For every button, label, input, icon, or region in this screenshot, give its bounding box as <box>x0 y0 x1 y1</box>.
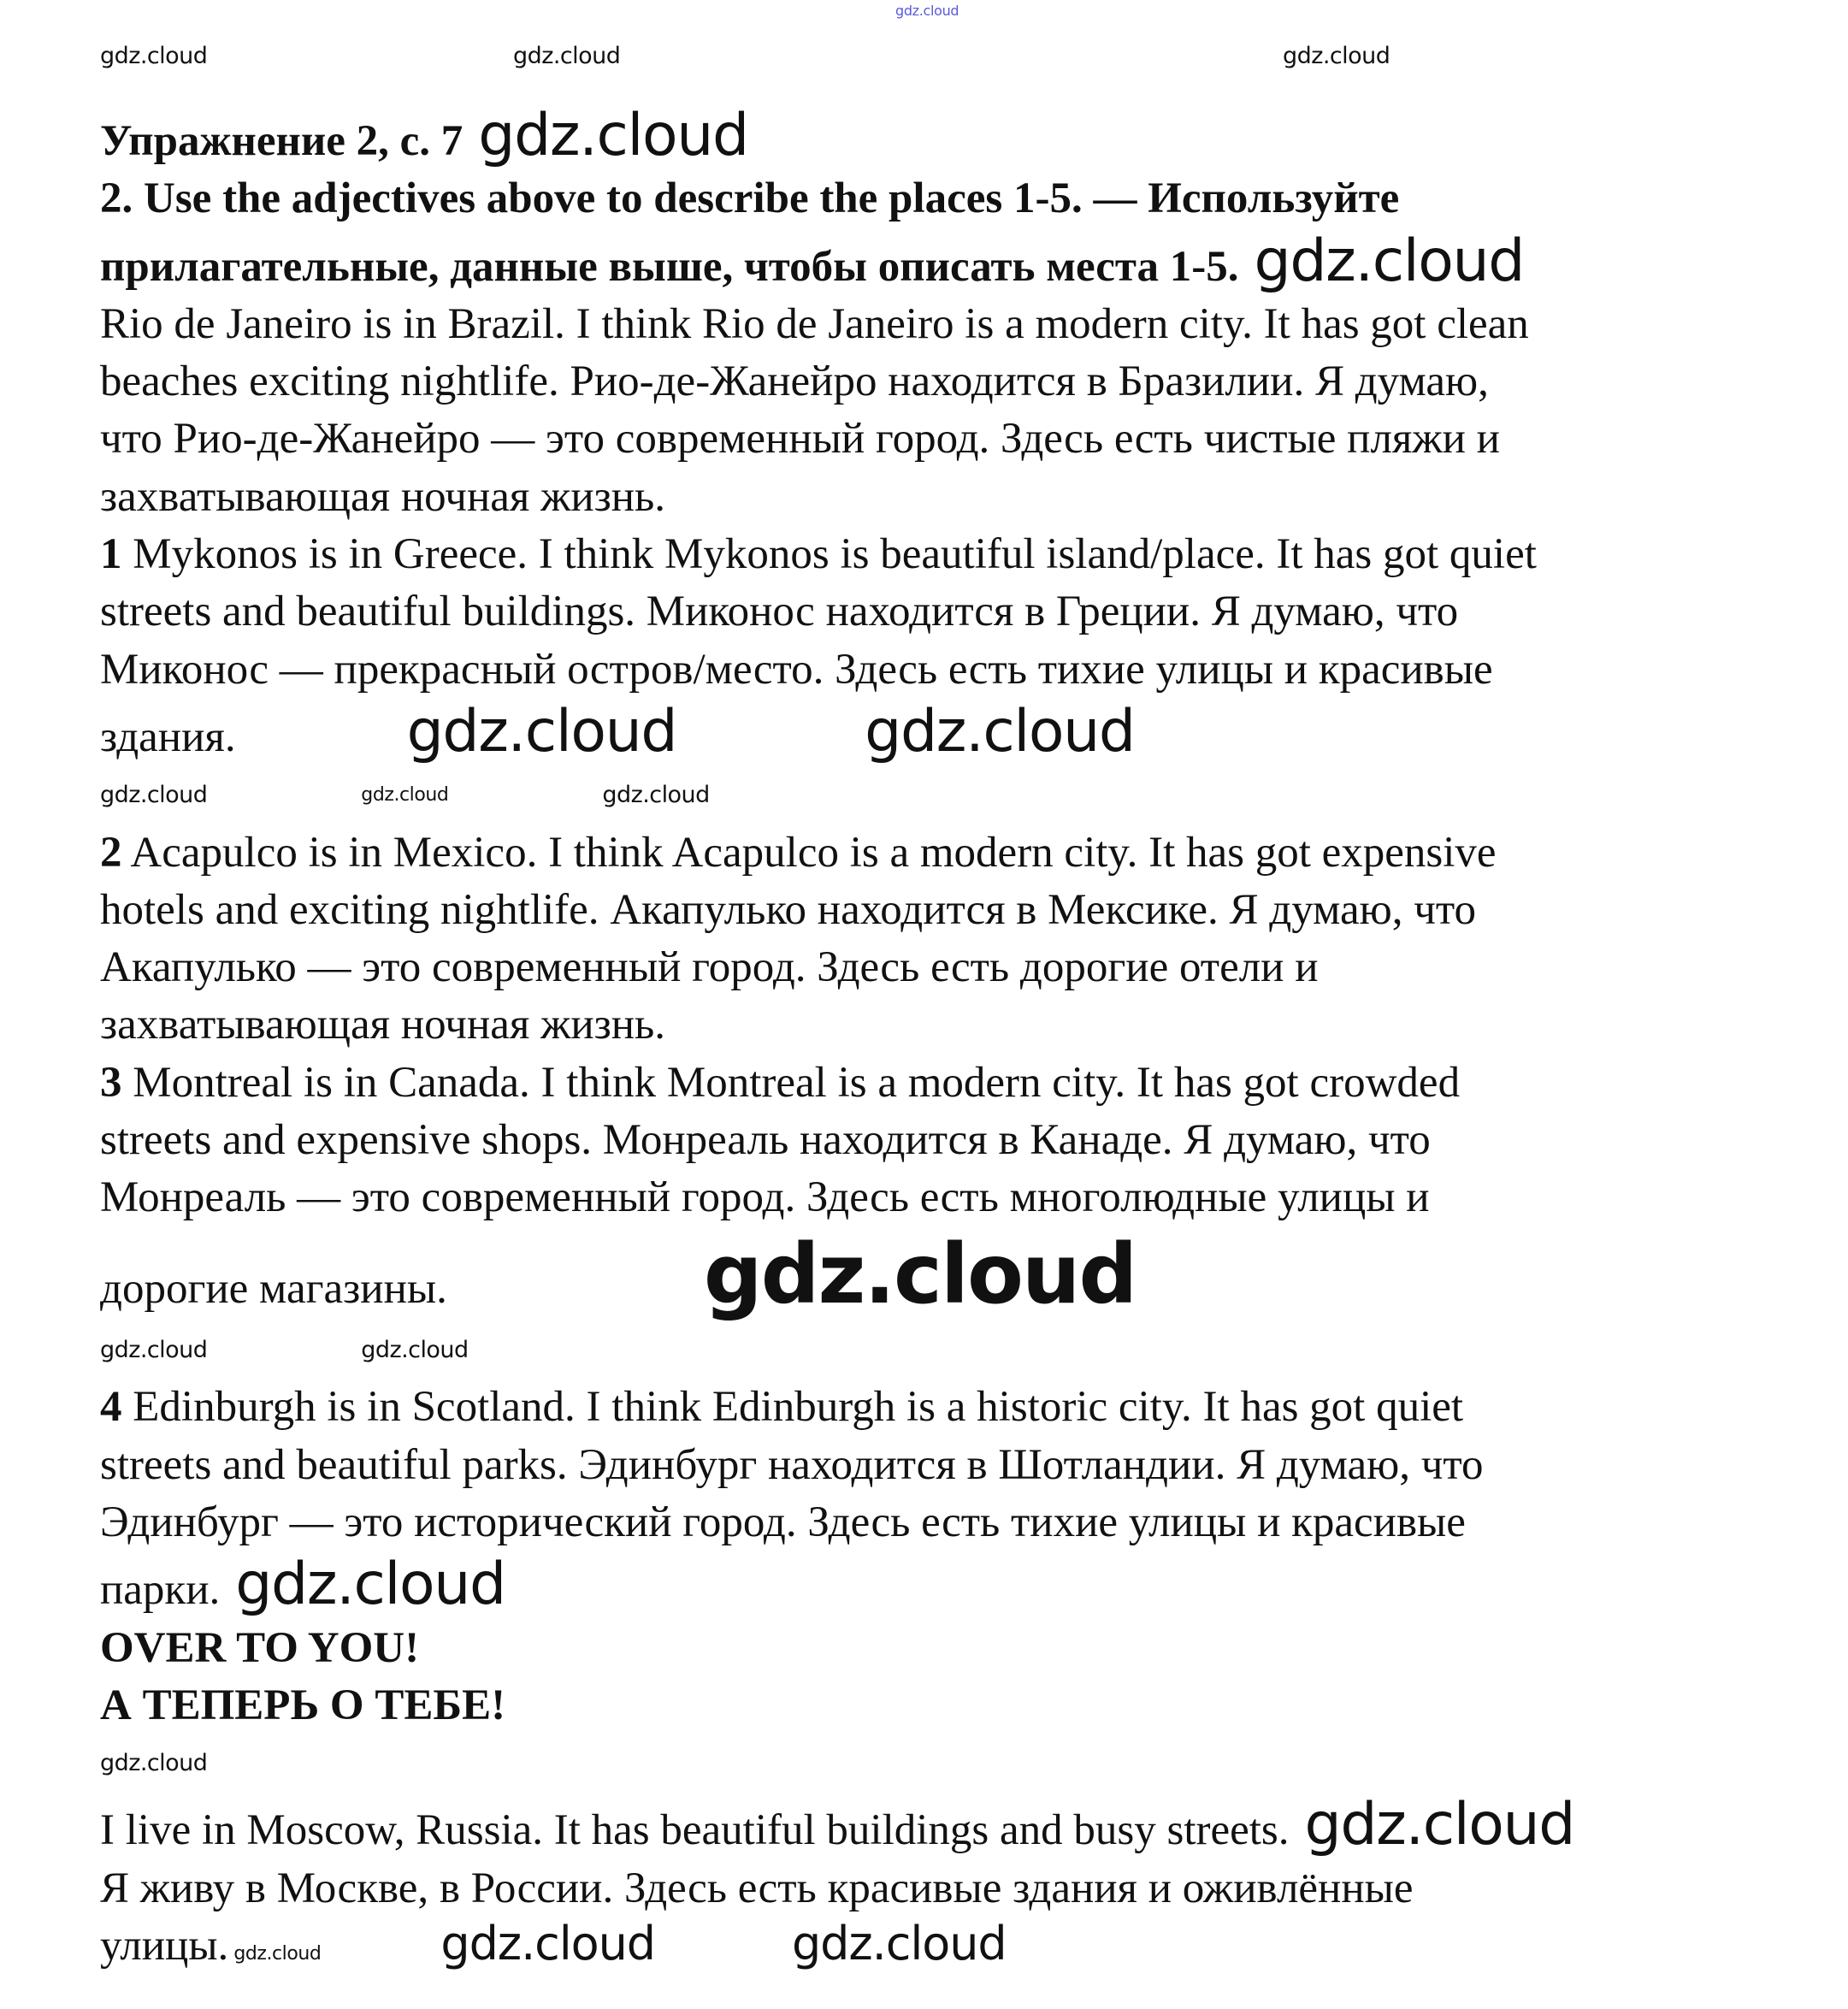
own-answer-line <box>100 1792 1848 1859</box>
task-line-2 <box>100 228 1848 296</box>
watermark: gdz.cloud <box>100 782 208 809</box>
answer-4-line: Эдинбург — это исторический город. Здесь есть тихие улицы и красивые <box>100 1498 1466 1546</box>
answer-number: 3 <box>100 1058 122 1107</box>
answer-1-line: streets and beautiful buildings. Миконос находится в Греции. Я думаю, что <box>100 588 1459 636</box>
watermark: gdz.cloud <box>791 1917 1007 1971</box>
answer-number: 1 <box>100 530 122 579</box>
watermark: gdz.cloud <box>235 1551 505 1619</box>
answer-1-line <box>100 526 1848 583</box>
own-answer-text: улицы. <box>100 1922 229 1970</box>
over-to-you-heading: OVER TO YOU! <box>100 1623 420 1672</box>
answer-3-line: streets and expensive shops. Монреаль находится в Канаде. Я думаю, что <box>100 1116 1431 1165</box>
watermark: gdz.cloud <box>1304 1791 1575 1859</box>
answer-4-line <box>100 1551 1848 1619</box>
answer-number: 4 <box>100 1383 122 1432</box>
answer-3-line: Монреаль — это современный город. Здесь есть многолюдные улицы и <box>100 1173 1430 1222</box>
own-answer-text: I live in Moscow, Russia. It has beautiful buildings and busy streets. <box>100 1806 1290 1855</box>
spacer <box>100 1734 1848 1792</box>
answer-1-line <box>100 699 1848 766</box>
watermark: gdz.cloud <box>895 3 959 19</box>
example-line: что Рио-де-Жанейро — это современный город. Здесь есть чистые пляжи и <box>100 415 1500 464</box>
watermark: gdz.cloud <box>865 697 1135 765</box>
answer-text: парки. <box>100 1566 221 1615</box>
watermark: gdz.cloud <box>361 784 449 807</box>
watermark: gdz.cloud <box>233 1943 322 1965</box>
watermark: gdz.cloud <box>440 1917 655 1971</box>
answer-2-line: захватывающая ночная жизнь. <box>100 1001 666 1049</box>
answer-text: дорогие магазины. <box>100 1264 447 1313</box>
watermark: gdz.cloud <box>100 1337 208 1364</box>
answer-2-line: Акапулько — это современный город. Здесь есть дорогие отели и <box>100 943 1319 992</box>
example-line: захватывающая ночная жизнь. <box>100 472 666 521</box>
watermark: gdz.cloud <box>478 102 748 169</box>
answer-number: 2 <box>100 828 122 877</box>
answer-4-line <box>100 1379 1848 1436</box>
answer-2-line: hotels and exciting nightlife. Акапулько находится в Мексике. Я думаю, что <box>100 885 1476 934</box>
spacer <box>100 1321 1848 1379</box>
answer-text: Montreal is in Canada. I think Montreal is a modern city. It has got crowded <box>121 1058 1461 1107</box>
own-answer-line <box>100 1917 1848 1975</box>
answer-1-line: Миконос — прекрасный остров/место. Здесь есть тихие улицы и красивые <box>100 645 1493 694</box>
answer-3-line <box>100 1227 1848 1321</box>
answer-2-line <box>100 824 1848 882</box>
answer-text: Mykonos is in Greece. I think Mykonos is beautiful island/place. It has got quiet <box>121 530 1537 579</box>
watermark: gdz.cloud <box>703 1226 1137 1322</box>
task-line: 2. Use the adjectives above to describe the places 1-5. — Используйте <box>100 174 1400 223</box>
example-line: Rio de Janeiro is in Brazil. I think Rio de Janeiro is a modern city. It has got clean <box>100 299 1529 348</box>
watermark: gdz.cloud <box>1283 43 1390 69</box>
own-answer-line: Я живу в Москве, в России. Здесь есть красивые здания и оживлённые <box>100 1864 1414 1912</box>
over-to-you-heading-ru: А ТЕПЕРЬ О ТЕБЕ! <box>100 1681 506 1729</box>
watermark: gdz.cloud <box>100 43 208 69</box>
spacer <box>100 766 1848 824</box>
answer-4-line: streets and beautiful parks. Эдинбург находится в Шотландии. Я думаю, что <box>100 1440 1484 1489</box>
answer-text: здания. <box>100 712 236 761</box>
watermark: gdz.cloud <box>602 782 710 809</box>
watermark: gdz.cloud <box>100 1750 208 1777</box>
watermark: gdz.cloud <box>406 697 677 765</box>
answer-text: Edinburgh is in Scotland. I think Edinburgh is a historic city. It has got quiet <box>121 1383 1464 1432</box>
watermark: gdz.cloud <box>1254 227 1525 295</box>
exercise-title-line <box>100 103 1848 170</box>
answer-text: Acapulco is in Mexico. I think Acapulco is a modern city. It has got expensive <box>121 828 1497 877</box>
watermark: gdz.cloud <box>513 43 621 69</box>
watermark: gdz.cloud <box>361 1337 469 1364</box>
example-line: beaches exciting nightlife. Рио-де-Жанейро находится в Бразилии. Я думаю, <box>100 357 1489 406</box>
exercise-title: Упражнение 2, с. 7 <box>100 117 463 165</box>
task-text: прилагательные, данные выше, чтобы описать места 1-5. <box>100 242 1239 291</box>
answer-3-line <box>100 1055 1848 1112</box>
